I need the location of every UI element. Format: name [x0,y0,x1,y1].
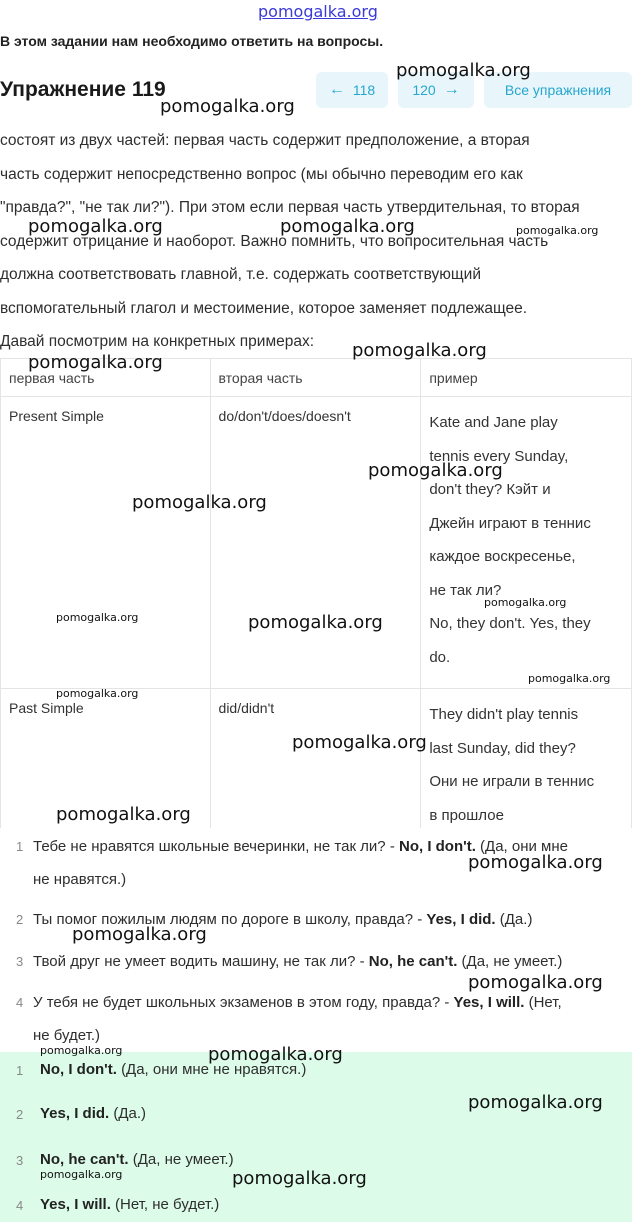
paragraph-line: вспомогательный глагол и местоимение, которое заменяет подлежащее. [0,299,528,317]
arrow-right-icon: → [443,81,460,98]
prev-exercise-label: 118 [352,82,376,98]
watermark: pomogalka.org [516,224,599,237]
answer-question: Тебе не нравятся школьные вечеринки, не так ли? - [33,838,395,855]
example-line: Kate and Jane play [429,414,558,431]
answer-short: No, I don't. [398,838,476,855]
answer-short: No, he can't. [368,953,458,970]
paragraph-line: должна соответствовать главной, т.е. содержать соответствующий [0,266,481,283]
watermark: pomogalka.org [280,216,415,237]
answer-translation: (Да, они мне [480,838,568,855]
short-answer-number: 3 [16,1153,24,1168]
short-answer-translation: (Да, они мне не нравятся.) [121,1061,307,1078]
watermark: pomogalka.org [232,1168,367,1189]
task-intro: В этом задании нам необходимо ответить на вопросы. [0,33,384,49]
paragraph-line: часть содержит непосредственно вопрос (мы обычно переводим его как [0,165,523,183]
answer-short: Yes, I will. [453,994,525,1011]
table-cell-tag: did/didn't [210,689,421,833]
watermark: pomogalka.org [56,687,139,700]
table-cell-example [421,689,632,833]
example-line: не так ли? [429,581,502,599]
paragraph-line: состоят из двух частей: первая часть содержит предположение, а вторая [0,132,530,149]
answer-number: 2 [16,912,24,927]
watermark: pomogalka.org [528,672,611,685]
watermark: pomogalka.org [40,1044,123,1057]
watermark: pomogalka.org [248,612,383,633]
watermark: pomogalka.org [28,216,163,237]
watermark: pomogalka.org [56,611,139,624]
explanation-paragraph [0,124,632,359]
watermark: pomogalka.org [396,60,531,81]
watermark: pomogalka.org [160,96,295,117]
short-answers-panel [0,1052,632,1222]
answer-translation-cont: не будет.) [33,1027,101,1044]
table-cell-tense: Present Simple [1,397,211,689]
example-line: tennis every Sunday, [429,447,569,465]
short-answer: Yes, I did. [40,1105,110,1122]
table-cell-example [421,397,632,689]
short-answer-number: 4 [16,1198,24,1213]
table-row [1,397,632,689]
watermark: pomogalka.org [468,852,603,873]
next-exercise-label: 120 [412,82,436,98]
paragraph-line: содержит отрицание и наоборот. Важно помнить, что вопросительная часть [0,232,549,250]
answer-number: 4 [16,995,24,1010]
answer-question: У тебя не будет школьных экзаменов в этом году, правда? - [33,994,450,1011]
answer-short: Yes, I did. [426,911,496,928]
watermark-top-link[interactable]: pomogalka.org [258,2,378,21]
short-answer-translation: (Да, не умеет.) [132,1151,234,1168]
answer-question: Ты помог пожилым людям по дороге в школу, правда? - [33,911,423,928]
table-header: вторая часть [210,359,421,397]
table-header: первая часть [1,359,211,397]
watermark: pomogalka.org [72,924,207,945]
watermark: pomogalka.org [132,492,267,513]
short-answer: No, he can't. [40,1151,129,1168]
example-line: Они не играли в теннис [429,773,595,790]
watermark: pomogalka.org [28,352,163,373]
short-answer: Yes, I will. [40,1196,111,1213]
paragraph-line: "правда?", "не так ли?"). При этом если первая часть утвердительная, то вторая [0,199,580,216]
example-line: No, they don't. Yes, they [429,615,591,632]
example-line: don't they? Кэйт и [429,481,551,498]
watermark: pomogalka.org [468,972,603,993]
table-cell-tag: do/don't/does/doesn't [210,397,421,689]
example-line: Джейн играют в теннис [429,514,591,532]
arrow-left-icon: ← [328,81,345,98]
example-line: They didn't play tennis [429,706,579,723]
watermark: pomogalka.org [292,732,427,753]
short-answer-translation: (Да.) [113,1105,147,1122]
watermark: pomogalka.org [352,340,487,361]
answer-question: Твой друг не умеет водить машину, не так ли? - [33,953,365,970]
answer-translation: (Нет, [528,994,562,1011]
table-cell-tense: Past Simple [1,689,211,833]
watermark: pomogalka.org [208,1044,343,1065]
example-line: last Sunday, did they? [429,739,576,757]
example-line: в прошлое [429,806,504,824]
watermark: pomogalka.org [484,596,567,609]
paragraph-line: Давай посмотрим на конкретных примерах: [0,333,315,350]
exercise-title: Упражнение 119 [0,78,166,101]
example-line: do. [429,648,451,666]
watermark: pomogalka.org [40,1168,123,1181]
short-answer-number: 2 [16,1107,24,1122]
answer-translation: (Да, не умеет.) [461,953,563,970]
short-answer-translation: (Нет, не будет.) [115,1196,220,1213]
answer-translation-cont: не нравятся.) [33,871,127,888]
table-header: пример [421,359,632,397]
short-answer: No, I don't. [40,1061,117,1078]
all-exercises-label: Все упражнения [504,82,612,98]
answer-number: 1 [16,839,24,854]
watermark: pomogalka.org [468,1092,603,1113]
watermark: pomogalka.org [368,460,503,481]
watermark: pomogalka.org [56,804,191,825]
prev-exercise-button[interactable] [316,72,388,108]
answer-translation: (Да.) [499,911,533,928]
short-answer-number: 1 [16,1063,24,1078]
example-line: каждое воскресенье, [429,548,576,565]
answer-number: 3 [16,954,24,969]
